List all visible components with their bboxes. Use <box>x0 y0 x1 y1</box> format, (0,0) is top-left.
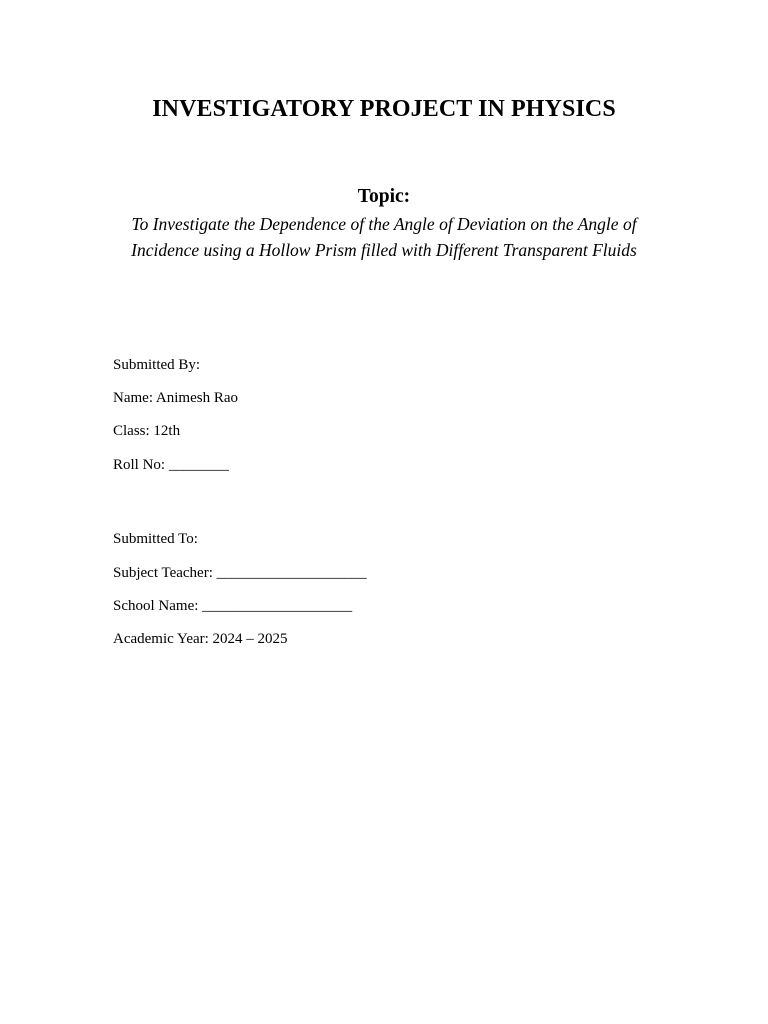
roll-number: Roll No: ________ <box>113 457 229 473</box>
academic-year: Academic Year: 2024 – 2025 <box>113 631 288 647</box>
topic-heading: Topic: <box>357 186 411 207</box>
submitted-to-heading: Submitted To: <box>113 531 198 547</box>
submitted-by-heading: Submitted By: <box>113 357 201 373</box>
topic-text-line-2: Incidence using a Hollow Prism filled with Different Transparent Fluids <box>131 240 637 260</box>
topic-block <box>0 184 768 262</box>
student-name: Name: Animesh Rao <box>113 390 238 406</box>
topic-text-line-1: To Investigate the Dependence of the Angle of Deviation on the Angle of <box>131 214 637 234</box>
school-name: School Name: ____________________ <box>113 598 353 614</box>
student-class: Class: 12th <box>113 423 181 439</box>
subject-teacher: Subject Teacher: ____________________ <box>113 565 367 581</box>
document-title: INVESTIGATORY PROJECT IN PHYSICS <box>152 96 616 122</box>
